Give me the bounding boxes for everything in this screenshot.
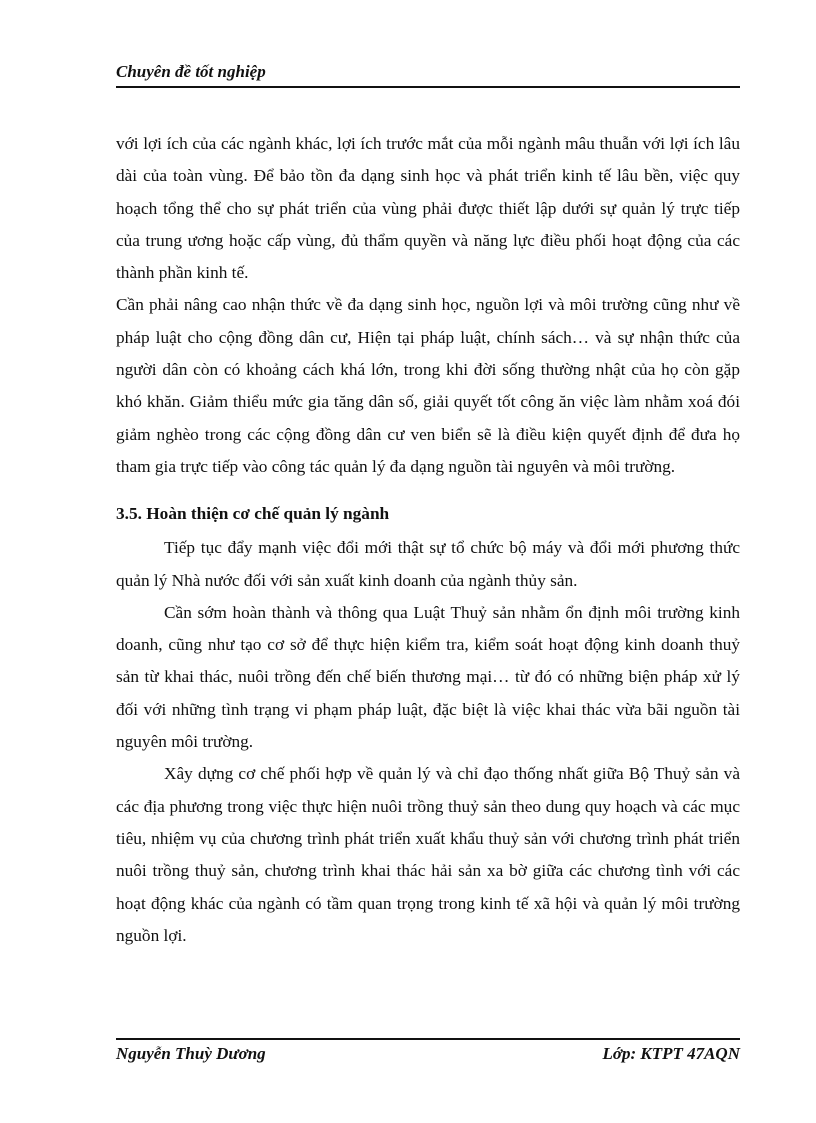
- section-heading: 3.5. Hoàn thiện cơ chế quản lý ngành: [116, 504, 390, 524]
- paragraph-3: Tiếp tục đẩy mạnh việc đổi mới thật sự tổ chức bộ máy và đổi mới phương thức quản lý Nhà nước đối với sản xuất kinh doanh của ngành thủy sản.: [116, 538, 740, 590]
- document-body: [116, 128, 740, 952]
- paragraph-2: Cần phải nâng cao nhận thức về đa dạng sinh học, nguồn lợi và môi trường cũng như về pháp luật cho cộng đồng dân cư, Hiện tại pháp luật, chính sách… và sự nhận thức của người dân còn có khoảng cách khá lớn, trong khi đời sống thường nhật của họ còn gặp khó khăn. Giảm thiểu mức gia tăng dân số, giải quyết tốt công ăn việc làm nhằm xoá đói giảm nghèo trong các cộng đồng dân cư ven biển sẽ là điều kiện quyết định để đưa họ tham gia trực tiếp vào công tác quản lý đa dạng nguồn tài nguyên và môi trường.: [116, 295, 740, 476]
- page-footer: [116, 1038, 740, 1070]
- paragraph-4: Cần sớm hoàn thành và thông qua Luật Thuỷ sản nhằm ổn định môi trường kinh doanh, cũng như tạo cơ sở để thực hiện kiểm tra, kiểm soát hoạt động kinh doanh thuỷ sản từ khai thác, nuôi trồng đến chế biến thương mại… từ đó có những biện pháp xử lý đối với những tình trạng vi phạm pháp luật, đặc biệt là việc khai thác vừa bãi nguồn tài nguyên môi trường.: [116, 602, 740, 752]
- page-header: [116, 60, 740, 88]
- footer-author: Nguyễn Thuỳ Dương: [116, 1044, 266, 1063]
- paragraph-1: với lợi ích của các ngành khác, lợi ích trước mắt của mỗi ngành mâu thuẫn với lợi ích lâu dài của toàn vùng. Để bảo tồn đa dạng sinh học và phát triển kinh tế lâu bền, việc quy hoạch tổng thể cho sự phát triển của vùng phải được thiết lập dưới sự quản lý trực tiếp của trung ương hoặc cấp vùng, đủ thẩm quyền và năng lực điều phối hoạt động của các thành phần kinh tế.: [116, 134, 740, 283]
- paragraph-5: Xây dựng cơ chế phối hợp về quản lý và chỉ đạo thống nhất giữa Bộ Thuỷ sản và các địa phương trong việc thực hiện nuôi trồng thuỷ sản theo dung quy hoạch và các mục tiêu, nhiệm vụ của chương trình phát triển xuất khẩu thuỷ sản với chương trình phát triển nuôi trồng thuỷ sản, chương trình khai thác hải sản xa bờ giữa các chương tình với các hoạt động khác của ngành có tầm quan trọng trong kinh tế xã hội và quản lý môi trường nguồn lợi.: [116, 764, 740, 945]
- header-title: Chuyên đề tốt nghiệp: [116, 62, 266, 81]
- footer-class: Lớp: KTPT 47AQN: [602, 1044, 740, 1063]
